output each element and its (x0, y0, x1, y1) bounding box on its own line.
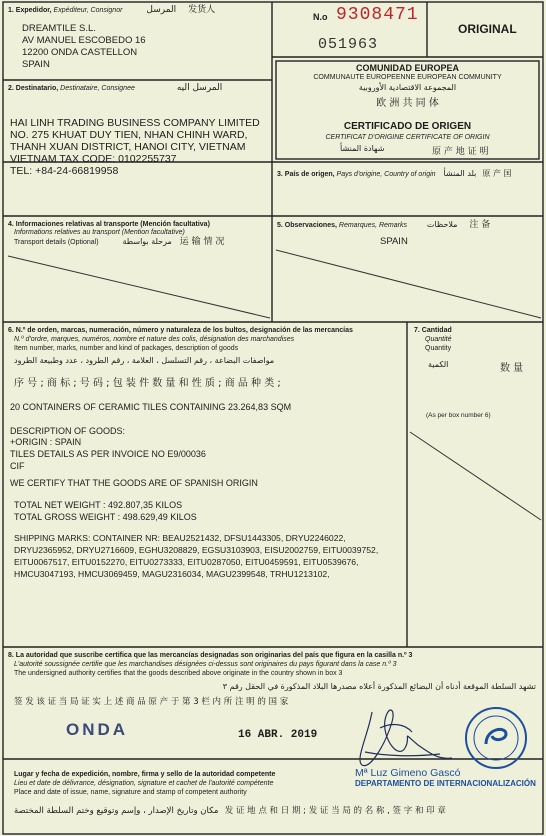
box7-label-en: Quantity (425, 345, 452, 352)
box1-label: 1. Expedidor, Expéditeur, Consignor المرسل 发货人 (8, 5, 216, 15)
box8-label: 8. La autoridad que suscribe certifica que las mercancías designadas son originarias del país que figura en la casilla n.º 3 (8, 652, 413, 659)
consignee-tax-code: VIETNAM TAX CODE: 0102255737 (10, 153, 177, 165)
remarks-value: SPAIN (380, 236, 408, 247)
shipping-marks-line-1: SHIPPING MARKS: CONTAINER NR: BEAU2521432, DFSU1443305, DRYU2246022, (14, 533, 346, 543)
box8-footer-en: Place and date of issue, name, signature and stamp of competent authority (14, 789, 247, 796)
box8-label-ar: تشهد السلطة الموقعة أدناه أن البضائع المذكورة أعلاه مصدرها البلاد المذكورة في الحقل رقم ٣ (222, 682, 536, 691)
goods-net-weight: TOTAL NET WEIGHT : 492.807,35 KILOS (14, 500, 183, 510)
community-title-es: COMUNIDAD EUROPEA (355, 63, 459, 73)
cert-number: 9308471 (336, 5, 419, 25)
shipping-marks-line-3: EITU0067517, EITU0152270, EITU0273333, EITU0287050, EITU0459591, EITU0539676, (14, 557, 359, 567)
consignor-address-line2: 12200 ONDA CASTELLON (22, 47, 138, 58)
certificate-title-es: CERTIFICADO DE ORIGEN (343, 121, 472, 132)
goods-line-4: +ORIGIN : SPAIN (10, 437, 82, 447)
goods-line-1: 20 CONTAINERS OF CERAMIC TILES CONTAINING 23.264,83 SQM (10, 402, 292, 412)
box6-label: 6. N.º de orden, marcas, numeración, número y naturaleza de los bultos, designación de las mercancías (8, 327, 353, 334)
box8-label-zh: 签 发 该 证 当 局 证 实 上 述 商 品 原 产 于 第 3 栏 内 所 注 明 的 国 家 (14, 697, 289, 707)
box3-label: 3. País de origen, Pays d'origine, Country of origin بلد المنشأ 原 产 国 (277, 169, 512, 178)
signatory-name: Mª Luz Gimeno Gascó (355, 767, 461, 779)
box7-label-fr: Quantité (425, 336, 452, 343)
cert-number-prefix: N.o (313, 12, 328, 22)
box8-footer-multi: مكان وتاريخ الإصدار ، وإسم وتوقيع وختم السلطة المختصة 发 证 地 点 和 日 期 ; 发 证 当 局 的 名 称 , 签 字 和 印 章 (14, 806, 446, 816)
goods-line-7: WE CERTIFY THAT THE GOODS ARE OF SPANISH ORIGIN (10, 478, 258, 488)
consignor-address-line1: AV MANUEL ESCOBEDO 16 (22, 35, 146, 46)
box6-label-fr: N.º d'ordre, marques, numéros, nombre et nature des colis, désignation des marchandises (14, 336, 295, 343)
box7-label: 7. Cantidad (414, 327, 452, 334)
consignee-address-line1: NO. 275 KHUAT DUY TIEN, NHAN CHINH WARD, (10, 129, 248, 141)
consignee-name: HAI LINH TRADING BUSINESS COMPANY LIMITED (10, 117, 260, 129)
community-title-zh: 欧 洲 共 同 体 (376, 98, 439, 109)
box6-label-ar: مواصفات البضاعة ، رقم التسلسل ، العلامة ، رقم الطرود ، عدد وطبيعة الطرود (14, 356, 275, 365)
consignor-name: DREAMTILE S.L. (22, 23, 96, 34)
box4-label-fr: Informations relatives au transport (Mention facultative) (14, 229, 185, 236)
box7-label-ar: الكمية (428, 360, 449, 369)
box2-label: 2. Destinatario, Destinataire, Consignee المرسل اليه (8, 83, 223, 93)
date-stamp: 16 ABR. 2019 (238, 729, 318, 741)
box8-footer-es: Lugar y fecha de expedición, nombre, firma y sello de la autoridad competente (14, 771, 276, 778)
community-title-ar: المجموعة الاقتصادية الأوروبية (358, 83, 457, 92)
community-title-fr-en: COMMUNAUTE EUROPEENNE EUROPEAN COMMUNITY (313, 74, 502, 81)
original-label: ORIGINAL (458, 22, 517, 36)
signatory-department: DEPARTAMENTO DE INTERNACIONALIZACIÓN (355, 779, 536, 788)
box8-label-en: The undersigned authority certifies that the goods described above originate in the country shown in box 3 (14, 670, 343, 677)
box4-label-en-row: Transport details (Optional) مرحلة بواسطة 运 输 情 况 (14, 237, 225, 247)
certificate-title-zh: 原 产 地 证 明 (432, 147, 489, 157)
certificate-title-ar: شهادة المنشأ (340, 144, 385, 153)
quantity-note: (As per box number 6) (426, 412, 491, 419)
goods-line-3: DESCRIPTION OF GOODS: (10, 426, 126, 436)
place-stamp: ONDA (66, 720, 129, 739)
box6-label-zh: 序 号 ; 商 标 ; 号 码 ; 包 装 件 数 量 和 性 质 ; 商 品 种 类 ; (14, 378, 281, 389)
cert-secondary-number: 051963 (318, 36, 379, 53)
box4-label: 4. Informaciones relativas al transporte (Mención facultativa) (8, 221, 210, 228)
box7-label-zh: 数 量 (500, 363, 524, 374)
consignee-address-line2: THANH XUAN DISTRICT, HANOI CITY, VIETNAM (10, 141, 246, 153)
consignee-phone: TEL: +84-24-66819958 (10, 165, 119, 177)
certificate-title-fr-en: CERTIFICAT D'ORIGINE CERTIFICATE OF ORIGIN (325, 134, 490, 141)
box8-footer-fr: Lieu et date de délivrance, désignation, signature et cachet de l'autorité compétente (14, 780, 274, 787)
shipping-marks-line-4: HMCU3047193, HMCU3069459, MAGU2316034, MAGU2399548, TRHU1213102, (14, 569, 330, 579)
box6-label-en: Item number, marks, number and kind of packages, description of goods (14, 345, 239, 352)
goods-gross-weight: TOTAL GROSS WEIGHT : 498.629,49 KILOS (14, 512, 197, 522)
box5-label: 5. Observaciones, Remarques, Remarks ملاحظات 注 备 (277, 220, 491, 230)
box8-label-fr: L'autorité soussignée certifie que les marchandises désignées ci-dessus sont originaires du pays figurant dans la case n.º 3 (14, 661, 397, 668)
consignor-country: SPAIN (22, 59, 50, 70)
shipping-marks-line-2: DRYU2365952, DRYU2716609, EGHU3208829, EGSU3103903, EISU2002759, EITU0039752, (14, 545, 379, 555)
chamber-stamp-seal (464, 706, 528, 770)
goods-line-5: TILES DETAILS AS PER INVOICE NO E9/00036 (10, 449, 206, 459)
goods-line-6: CIF (10, 461, 25, 471)
